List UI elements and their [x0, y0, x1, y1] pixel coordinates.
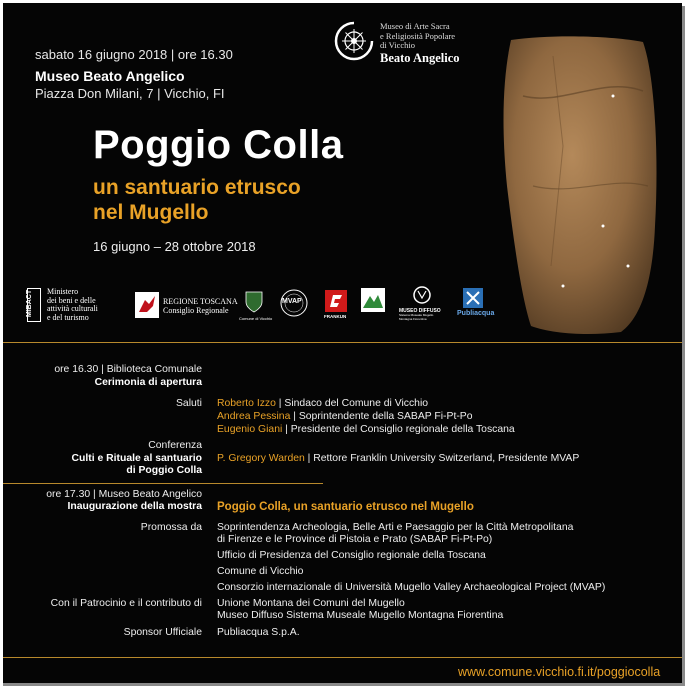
exhibition-dates: 16 giugno – 28 ottobre 2018 — [93, 239, 256, 254]
logo-name: Beato Angelico — [380, 51, 460, 65]
shadow-right — [682, 6, 685, 686]
sponsor-label: Sponsor Ufficiale — [123, 627, 202, 638]
conference-label: Conferenza — [148, 440, 202, 451]
promoter: Ufficio di Presidenza del Consiglio regionale della Toscana — [217, 550, 486, 561]
event-datetime: sabato 16 giugno 2018 | ore 16.30 — [35, 47, 233, 62]
inauguration-time: ore 17.30 | Museo Beato Angelico — [46, 489, 202, 500]
separator-bottom — [3, 657, 682, 658]
saluti-row: Andrea Pessina | Soprintendente della SABAP Fi-Pt-Po — [217, 411, 473, 422]
frankun-flag-icon — [325, 290, 347, 312]
promoter: Comune di Vicchio — [217, 566, 304, 577]
mountains-icon — [361, 288, 385, 312]
venue-address: Piazza Don Milani, 7 | Vicchio, FI — [35, 86, 225, 101]
opening-time: ore 16.30 | Biblioteca Comunale — [54, 364, 202, 375]
promoter: di Firenze e le Province di Pistoia e Prato (SABAP Fi-Pt-Po) — [217, 534, 493, 545]
venue-name: Museo Beato Angelico — [35, 68, 185, 84]
museum-logo — [334, 21, 484, 65]
saluti-row: Roberto Izzo | Sindaco del Comune di Vicchio — [217, 398, 429, 409]
logo-line-3: di Vicchio — [380, 40, 415, 50]
pegasus-icon — [135, 292, 159, 318]
saluti-label: Saluti — [176, 398, 202, 409]
opening-title: Cerimonia di apertura — [94, 377, 202, 388]
promoted-by-label: Promossa da — [140, 522, 202, 533]
conference-speaker: P. Gregory Warden | Rettore Franklin University Switzerland, Presidente MVAP — [217, 453, 580, 464]
website-link[interactable]: www.comune.vicchio.fi.it/poggiocolla — [458, 665, 661, 679]
exhibition-title: Poggio Colla — [93, 123, 344, 167]
patron: Museo Diffuso Sistema Museale Mugello Montagna Fiorentina — [217, 610, 504, 621]
coat-of-arms-icon — [244, 290, 264, 314]
promoter: Soprintendenza Archeologia, Belle Arti e Paesaggio per la Città Metropolitana — [217, 522, 574, 533]
patronage-label: Con il Patrocinio e il contributo di — [50, 598, 202, 609]
etruscan-stele-image — [493, 36, 661, 336]
sun-emblem-icon — [334, 21, 374, 61]
logo-line-1: Museo di Arte Sacra — [380, 21, 450, 31]
sponsor: Publiacqua S.p.A. — [217, 627, 300, 638]
promoter: Consorzio internazionale di Università Mugello Valley Archaeological Project (MVAP) — [217, 582, 606, 593]
patron: Unione Montana dei Comuni del Mugello — [217, 598, 405, 609]
inauguration-title: Inaugurazione della mostra — [67, 501, 202, 512]
conference-title: Culti e Rituale al santuario — [71, 453, 202, 464]
separator-mid — [3, 483, 323, 484]
logo-line-2: e Religiosità Popolare — [380, 30, 456, 41]
conference-title-2: di Poggio Colla — [126, 465, 202, 476]
exhibition-subtitle: un santuario etrusco nel Mugello — [93, 176, 301, 224]
museo-diffuso-icon — [413, 286, 431, 306]
poster: sabato 16 giugno 2018 | ore 16.30 Museo Beato Angelico Piazza Don Milani, 7 | Vicchio, FI Museo di Arte Sacra e Religiosità Popolare di Vicchio Beato Angelico Poggio Colla un santuario etrusco nel Mugello 16 giugno – 28 ottobre 2018 MIBACT Ministero dei beni e delle attività culturali e del turismo REGIONE TOSCANA Consiglio Regionale Comune di Vicchio MVAP FRANKUN MUSEO DIFFUSO Sistema Museale Mugello Montagna Fiorentina Publiacqua ore 16.30 | Biblioteca Comunale Cerimonia di apertura Saluti Roberto Izzo | Sindaco del Comune di Vicchio Andrea Pessina | Soprintendente della SABAP Fi-Pt-Po Eugenio Giani | Presidente del Consiglio regionale della Toscana Conferenza Culti e Rituale al santuario di Poggio Colla P. Gregory Warden | Rettore Franklin University Switzerland, Presidente MVAP ore 17.30 | Museo Beato Angelico Inaugurazione della mostra Poggio Colla, un santuario etrusco nel Mugello Promossa da Soprintendenza Archeologia, Belle Arti e Paesaggio per la Città Metropolitana di Firenze e le Province di Pistoia e Prato (SABAP Fi-Pt-Po) Ufficio di Presidenza del Consiglio regionale della Toscana Comune di Vicchio Consorzio internazionale di Università Mugello Valley Archaeological Project (MVAP) Con il Patrocinio e il contributo di Unione Montana dei Comuni del Mugello Museo Diffuso Sistema Museale Mugello Montagna Fiorentina Sponsor Ufficiale Publiacqua S.p.A. www.comune.vicchio.fi.it/poggiocolla — [3, 3, 682, 683]
exhibition-name: Poggio Colla, un santuario etrusco nel Mugello — [217, 501, 474, 513]
saluti-row: Eugenio Giani | Presidente del Consiglio regionale della Toscana — [217, 424, 515, 435]
separator-top — [3, 342, 682, 343]
shadow-bottom — [3, 683, 684, 686]
publiacqua-drop-icon — [463, 288, 483, 308]
